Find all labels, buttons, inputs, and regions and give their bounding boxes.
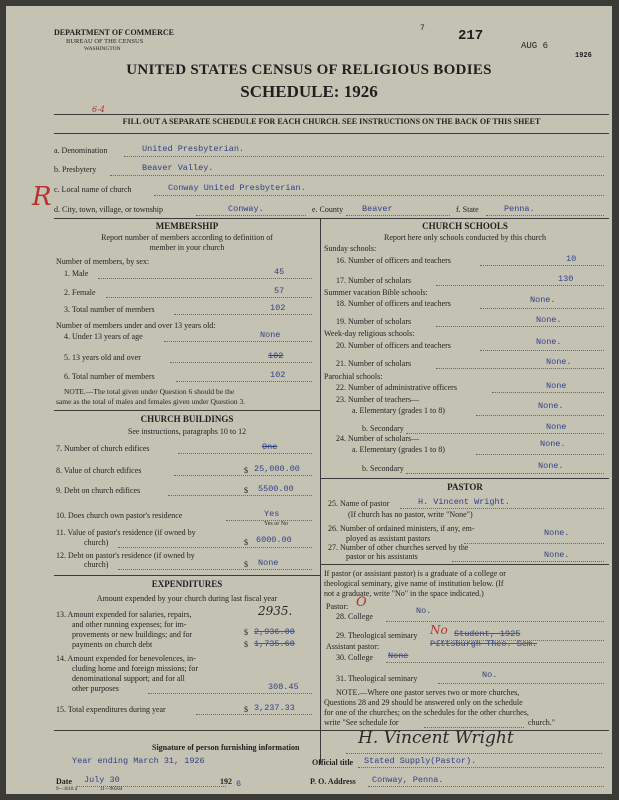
q13-handwritten-value: 2935.	[258, 604, 293, 618]
presbytery-label: b. Presbytery	[54, 165, 97, 174]
dollar-sign: $	[244, 538, 248, 547]
membership-heading: MEMBERSHIP	[155, 221, 219, 231]
q11-value: 6000.00	[256, 535, 292, 545]
church-name-value: Conway United Presbyterian.	[168, 183, 306, 193]
q25-hint: (If church has no pastor, write "None")	[348, 510, 473, 519]
county-label: e. County	[312, 205, 344, 214]
year-ending: Year ending March 31, 1926	[72, 756, 205, 766]
q31-label: 31. Theological seminary	[336, 674, 418, 683]
q25-label: 25. Name of pastor	[328, 499, 390, 508]
q30-label: 30. College	[336, 653, 373, 662]
dollar-sign: $	[244, 560, 248, 569]
divider	[54, 575, 320, 576]
q9-label: 9. Debt on church edifices	[56, 486, 141, 495]
pastor-note: Questions 28 and 29 should be answered only on the schedule	[324, 698, 523, 707]
buildings-subheading: See instructions, paragraphs 10 to 12	[127, 427, 247, 436]
q23a-label: a. Elementary (grades 1 to 8)	[352, 406, 445, 415]
fill-line	[118, 569, 312, 570]
q8-value: 25,000.00	[254, 464, 300, 474]
q30-value: None	[388, 651, 409, 661]
fill-line	[346, 215, 450, 216]
fill-line	[476, 415, 604, 416]
fill-line	[368, 786, 604, 787]
divider	[320, 478, 609, 479]
graduate-instructions: not a graduate, write "No" in the space indicated.)	[324, 589, 484, 598]
q13-label-cont: provements or new buildings; and for	[72, 630, 193, 639]
state-value: Penna.	[504, 204, 535, 214]
q15-value: 3,237.33	[254, 703, 295, 713]
q24a-value: None.	[540, 439, 566, 449]
assistant-pastor-subheading: Assistant pastor:	[326, 642, 380, 651]
bureau-name: BUREAU OF THE CENSUS	[66, 38, 144, 45]
fill-line	[436, 285, 604, 286]
q3-label: 3. Total number of members	[64, 305, 155, 314]
membership-intro: member in your church	[149, 243, 225, 252]
q6-label: 6. Total number of members	[64, 372, 155, 381]
q6-value: 102	[270, 370, 286, 380]
divider	[54, 410, 320, 411]
church-name-label: c. Local name of church	[54, 185, 132, 194]
fill-line	[464, 543, 604, 544]
fill-line	[358, 767, 604, 768]
po-address-label: P. O. Address	[310, 777, 356, 786]
q11-label: 11. Value of pastor's residence (if owned by	[56, 528, 196, 537]
q7-label: 7. Number of church edifices	[56, 444, 150, 453]
q4-value: None	[260, 330, 281, 340]
pastor-heading: PASTOR	[447, 482, 483, 492]
divider	[320, 564, 609, 565]
date-year-digit: 6	[236, 779, 242, 789]
divider	[54, 730, 609, 731]
fill-line	[76, 786, 226, 787]
divider	[54, 133, 609, 134]
stamp-year: 1926	[575, 52, 592, 60]
q24b-label: b. Secondary	[362, 464, 404, 473]
fill-line	[196, 215, 306, 216]
red-circle-mark: O	[356, 595, 367, 610]
q23b-label: b. Secondary	[362, 424, 404, 433]
red-r-mark: R	[32, 182, 52, 212]
q31-value: No.	[482, 670, 498, 680]
by-age-label: Number of members under and over 13 years old:	[56, 321, 216, 330]
dollar-sign: $	[244, 486, 248, 495]
q2-value: 57	[274, 286, 285, 296]
pastor-note: church."	[528, 718, 556, 727]
q15-label: 15. Total expenditures during year	[56, 705, 166, 714]
q7-value: One	[262, 442, 278, 452]
signature: H. Vincent Wright	[358, 728, 514, 748]
fill-line	[178, 453, 312, 454]
buildings-heading: CHURCH BUILDINGS	[140, 414, 234, 424]
fill-line	[174, 314, 312, 315]
q2-label: 2. Female	[64, 288, 96, 297]
fill-line	[106, 297, 312, 298]
q20-label: 20. Number of officers and teachers	[336, 341, 451, 350]
q20-value: None.	[536, 337, 562, 347]
presbytery-value: Beaver Valley.	[142, 163, 214, 173]
graduate-instructions: If pastor (or assistant pastor) is a graduate of a college or	[324, 569, 506, 578]
q21-label: 21. Number of scholars	[336, 359, 412, 368]
q27-label-cont: pastor or his assistants	[346, 552, 418, 561]
stamp-date: AUG 6	[521, 41, 549, 51]
q23a-value: None.	[538, 401, 564, 411]
bureau-city: WASHINGTON	[84, 46, 121, 52]
instruction-line: FILL OUT A SEPARATE SCHEDULE FOR EACH CHURCH. SEE INSTRUCTIONS ON THE BACK OF THIS SHEET	[122, 117, 541, 126]
q13-label-cont: payments on church debt	[72, 640, 153, 649]
fill-line	[438, 683, 604, 684]
q22-label: 22. Number of administrative officers	[336, 383, 457, 392]
official-title-label: Official title	[312, 758, 354, 767]
q24a-label: a. Elementary (grades 1 to 8)	[352, 445, 445, 454]
fill-line	[436, 368, 604, 369]
denomination-label: a. Denomination	[54, 146, 108, 155]
q5-label: 5. 13 years old and over	[64, 353, 141, 362]
q13-label: 13. Amount expended for salaries, repairs,	[56, 610, 192, 619]
q24b-value: None.	[538, 461, 564, 471]
q17-label: 17. Number of scholars	[336, 276, 412, 285]
po-address-value: Conway, Penna.	[372, 775, 444, 785]
q27-label: 27. Number of other churches served by the	[328, 543, 469, 552]
form-subtitle: SCHEDULE: 1926	[240, 82, 378, 101]
fill-line	[148, 693, 312, 694]
q26-value: None.	[544, 528, 570, 538]
divider	[54, 114, 609, 115]
q29-struck-value: Student, 1925	[454, 629, 521, 639]
official-title-value: Stated Supply(Pastor).	[364, 756, 477, 766]
fill-line	[400, 508, 604, 509]
q16-value: 10	[566, 254, 577, 264]
q28-label: 28. College	[336, 612, 373, 621]
fill-line	[386, 662, 604, 663]
q24-label: 24. Number of scholars—	[336, 434, 420, 443]
dollar-sign: $	[244, 640, 248, 649]
pastor-subheading: Pastor:	[326, 602, 349, 611]
fill-line	[406, 433, 604, 434]
q13-label-cont: and other running expenses; for im-	[72, 620, 187, 629]
stamp-number: 217	[458, 28, 484, 44]
graduate-instructions: theological seminary, give name of institution below. (If	[324, 579, 504, 588]
q10-label: 10. Does church own pastor's residence	[56, 511, 183, 520]
q19-label: 19. Number of scholars	[336, 317, 412, 326]
q27-value: None.	[544, 550, 570, 560]
form-number: 9—3018 a	[56, 787, 77, 792]
form-title: UNITED STATES CENSUS OF RELIGIOUS BODIES	[126, 62, 492, 78]
fill-line	[480, 350, 604, 351]
fill-line	[386, 621, 604, 622]
q29-handwritten-value: No	[430, 623, 448, 637]
q1-value: 45	[274, 267, 285, 277]
dollar-sign: $	[244, 705, 248, 714]
q9-value: 5500.00	[258, 484, 294, 494]
pastor-note: write "See schedule for	[324, 718, 399, 727]
q16-label: 16. Number of officers and teachers	[336, 256, 451, 265]
summer-label: Summer vacation Bible schools:	[324, 288, 428, 297]
date-label: Date	[56, 777, 72, 786]
q29-second-struck-value: Pittsburgh Theo. Sem.	[430, 639, 538, 649]
date-year-prefix: 192	[220, 777, 232, 786]
q14-label-cont: denominational support; and for all	[72, 674, 185, 683]
pastor-note: for one of the churches; on the schedules for the other churches,	[324, 708, 529, 717]
fill-line	[452, 561, 604, 562]
q19-value: None.	[536, 315, 562, 325]
q14-label-cont: other purposes	[72, 684, 119, 693]
q26-label: 26. Number of ordained ministers, if any, em-	[328, 524, 475, 533]
fill-line	[168, 495, 312, 496]
denomination-value: United Presbyterian.	[142, 144, 245, 154]
fill-line	[196, 714, 312, 715]
q12-value: None	[258, 558, 279, 568]
weekday-label: Week-day religious schools:	[324, 329, 415, 338]
q13-struck-value: 2,936.00	[254, 627, 295, 637]
membership-note: NOTE.—The total given under Question 6 should be the	[64, 387, 235, 396]
red-mark: 6-4	[92, 105, 105, 114]
stamp-small-number: 7	[420, 24, 425, 33]
fill-line	[492, 392, 604, 393]
parochial-label: Parochial schools:	[324, 372, 383, 381]
q22-value: None	[546, 381, 567, 391]
q10-hint: Yes or No	[264, 521, 289, 527]
expenditures-subheading: Amount expended by your church during last fiscal year	[96, 594, 278, 603]
fill-line	[164, 341, 312, 342]
q8-label: 8. Value of church edifices	[56, 466, 142, 475]
fill-line	[176, 381, 312, 382]
fill-line	[170, 362, 312, 363]
dollar-sign: $	[244, 466, 248, 475]
fill-line	[124, 156, 604, 157]
q29-label: 29. Theological seminary	[336, 631, 418, 640]
membership-intro: Report number of members according to definition of	[101, 233, 273, 242]
q23b-value: None	[546, 422, 567, 432]
form-number: 11—90564	[100, 787, 123, 792]
q14-value: 308.45	[268, 682, 299, 692]
q5-value: 102	[268, 351, 284, 361]
divider	[54, 218, 609, 219]
q11-label-cont: church)	[84, 538, 109, 547]
q10-value: Yes	[264, 509, 280, 519]
fill-line	[480, 308, 604, 309]
county-value: Beaver	[362, 204, 393, 214]
q12-label: 12. Debt on pastor's residence (if owned by	[56, 551, 195, 560]
q23-label: 23. Number of teachers—	[336, 395, 420, 404]
fill-line	[98, 278, 312, 279]
q12-label-cont: church)	[84, 560, 109, 569]
fill-line	[118, 547, 312, 548]
fill-line	[476, 454, 604, 455]
fill-line	[154, 195, 604, 196]
q21-value: None.	[546, 357, 572, 367]
by-sex-label: Number of members, by sex:	[56, 257, 150, 266]
fill-line	[174, 475, 312, 476]
state-label: f. State	[456, 205, 479, 214]
department-name: DEPARTMENT OF COMMERCE	[54, 28, 175, 37]
city-label: d. City, town, village, or township	[54, 205, 164, 214]
fill-line	[480, 265, 604, 266]
dollar-sign: $	[244, 628, 248, 637]
census-schedule-sheet	[6, 6, 612, 794]
fill-line	[346, 753, 602, 754]
fill-line	[436, 326, 604, 327]
q13-struck-value: 1,735.60	[254, 639, 295, 649]
q28-value: No.	[416, 606, 432, 616]
q14-label: 14. Amount expended for benevolences, in-	[56, 654, 196, 663]
q4-label: 4. Under 13 years of age	[64, 332, 143, 341]
fill-line	[110, 175, 604, 176]
fill-line	[406, 473, 604, 474]
city-value: Conway.	[228, 204, 264, 214]
date-value: July 30	[84, 775, 120, 785]
q18-label: 18. Number of officers and teachers	[336, 299, 451, 308]
q17-value: 130	[558, 274, 574, 284]
pastor-note: NOTE.—Where one pastor serves two or more churches,	[336, 688, 520, 697]
schools-intro: Report here only schools conducted by this church	[384, 233, 546, 242]
expenditures-heading: EXPENDITURES	[151, 579, 223, 589]
schools-heading: CHURCH SCHOOLS	[422, 221, 508, 231]
q3-value: 102	[270, 303, 286, 313]
sunday-label: Sunday schools:	[324, 244, 377, 253]
q1-label: 1. Male	[64, 269, 89, 278]
q14-label-cont: cluding home and foreign missions; for	[72, 664, 198, 673]
q18-value: None.	[530, 295, 556, 305]
fill-line	[486, 215, 604, 216]
q25-value: H. Vincent Wright.	[418, 497, 510, 507]
signature-label: Signature of person furnishing information	[152, 743, 300, 752]
q26-label-cont: ployed as assistant pastors	[346, 534, 431, 543]
membership-note: same as the total of males and females given under Question 3.	[56, 397, 246, 406]
